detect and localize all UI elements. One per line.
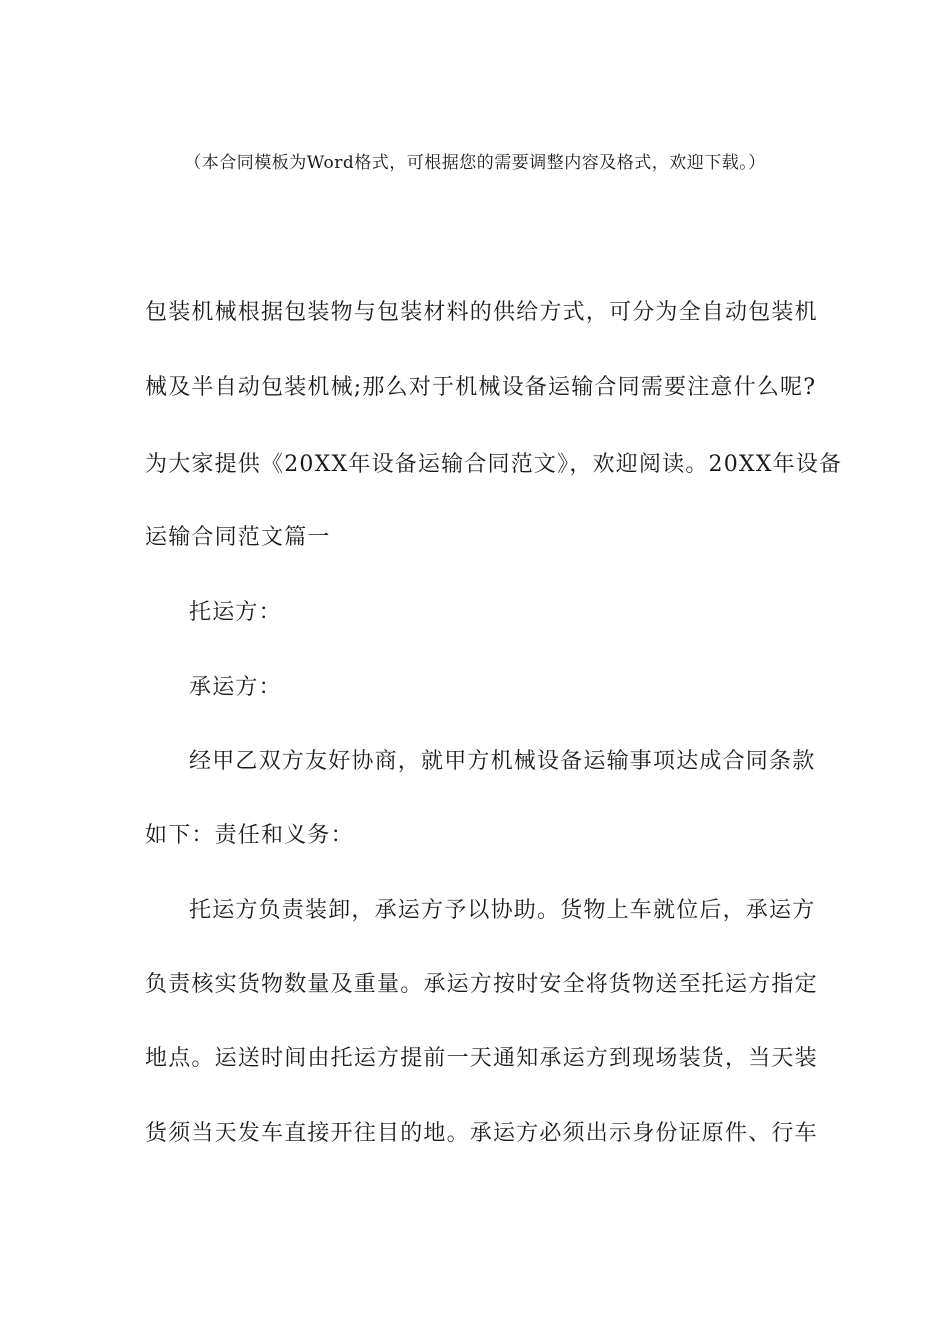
body-line-10: 负责核实货物数量及重量。承运方按时安全将货物送至托运方指定 bbox=[145, 972, 818, 997]
body-line-1: 包装机械根据包装物与包装材料的供给方式，可分为全自动包装机 bbox=[145, 300, 818, 325]
body-line-11: 地点。运送时间由托运方提前一天通知承运方到现场装货，当天装 bbox=[145, 1046, 818, 1071]
body-line-7: 经甲乙双方友好协商，就甲方机械设备运输事项达成合同条款 bbox=[189, 749, 816, 774]
body-line-12: 货须当天发车直接开往目的地。承运方必须出示身份证原件、行车 bbox=[145, 1121, 818, 1146]
carrier-label: 承运方： bbox=[189, 675, 282, 700]
body-line-9: 托运方负责装卸，承运方予以协助。货物上车就位后，承运方 bbox=[189, 898, 816, 923]
body-line-4: 运输合同范文篇一 bbox=[145, 525, 331, 550]
body-line-2: 械及半自动包装机械;那么对于机械设备运输合同需要注意什么呢? bbox=[145, 375, 817, 400]
template-note: （本合同模板为Word格式，可根据您的需要调整内容及格式，欢迎下载。） bbox=[184, 153, 766, 173]
body-line-3: 为大家提供《20XX年设备运输合同范文》，欢迎阅读。20XX年设备 bbox=[145, 452, 843, 477]
body-line-8: 如下：责任和义务： bbox=[145, 823, 354, 848]
consignor-label: 托运方： bbox=[189, 600, 282, 625]
